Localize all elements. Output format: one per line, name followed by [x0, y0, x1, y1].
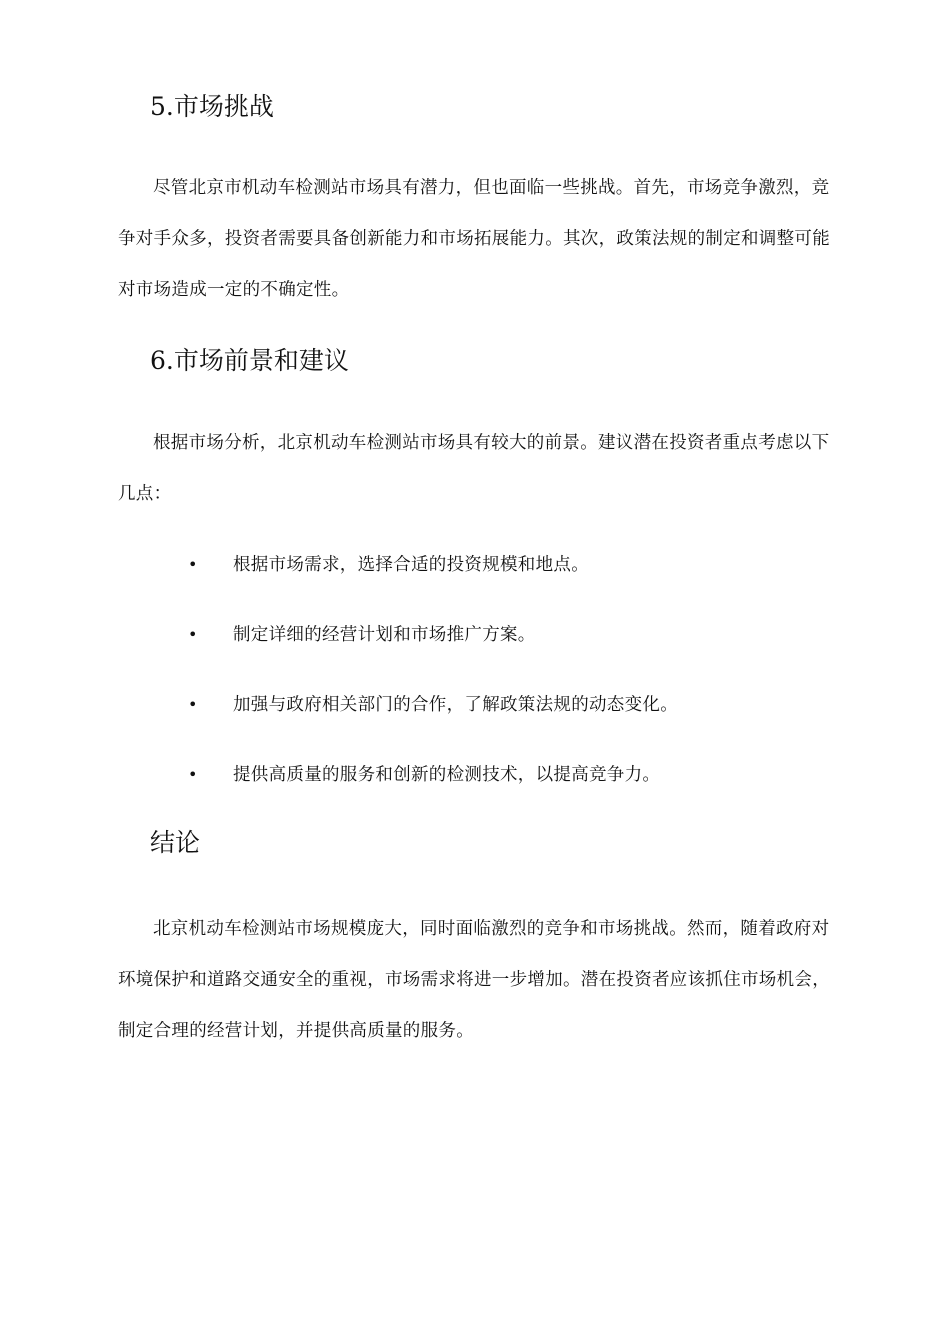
conclusion-heading: 结论: [150, 828, 201, 857]
list-item-text: 根据市场需求，选择合适的投资规模和地点。: [233, 555, 589, 575]
section-6-heading: 6.市场前景和建议: [150, 346, 349, 375]
bullet-icon: •: [188, 765, 198, 784]
list-item-text: 制定详细的经营计划和市场推广方案。: [233, 625, 536, 645]
list-item-text: 加强与政府相关部门的合作，了解政策法规的动态变化。: [233, 695, 678, 715]
list-item-text: 提供高质量的服务和创新的检测技术，以提高竞争力。: [233, 765, 661, 785]
bullet-icon: •: [188, 555, 198, 574]
bullet-icon: •: [188, 625, 198, 644]
conclusion-paragraph: 北京机动车检测站市场规模庞大，同时面临激烈的竞争和市场挑战。然而，随着政府对环境保护和道路交通安全的重视，市场需求将进一步增加。潜在投资者应该抓住市场机会，制定合理的经营计划，并提供高质量的服务。: [118, 919, 830, 1041]
bullet-icon: •: [188, 695, 198, 714]
section-5-paragraph: 尽管北京市机动车检测站市场具有潜力，但也面临一些挑战。首先，市场竞争激烈，竞争对手众多，投资者需要具备创新能力和市场拓展能力。其次，政策法规的制定和调整可能对市场造成一定的不确定性。: [118, 178, 830, 300]
section-6-paragraph: 根据市场分析，北京机动车检测站市场具有较大的前景。建议潜在投资者重点考虑以下几点：: [118, 433, 830, 504]
section-5-heading: 5.市场挑战: [150, 92, 274, 121]
